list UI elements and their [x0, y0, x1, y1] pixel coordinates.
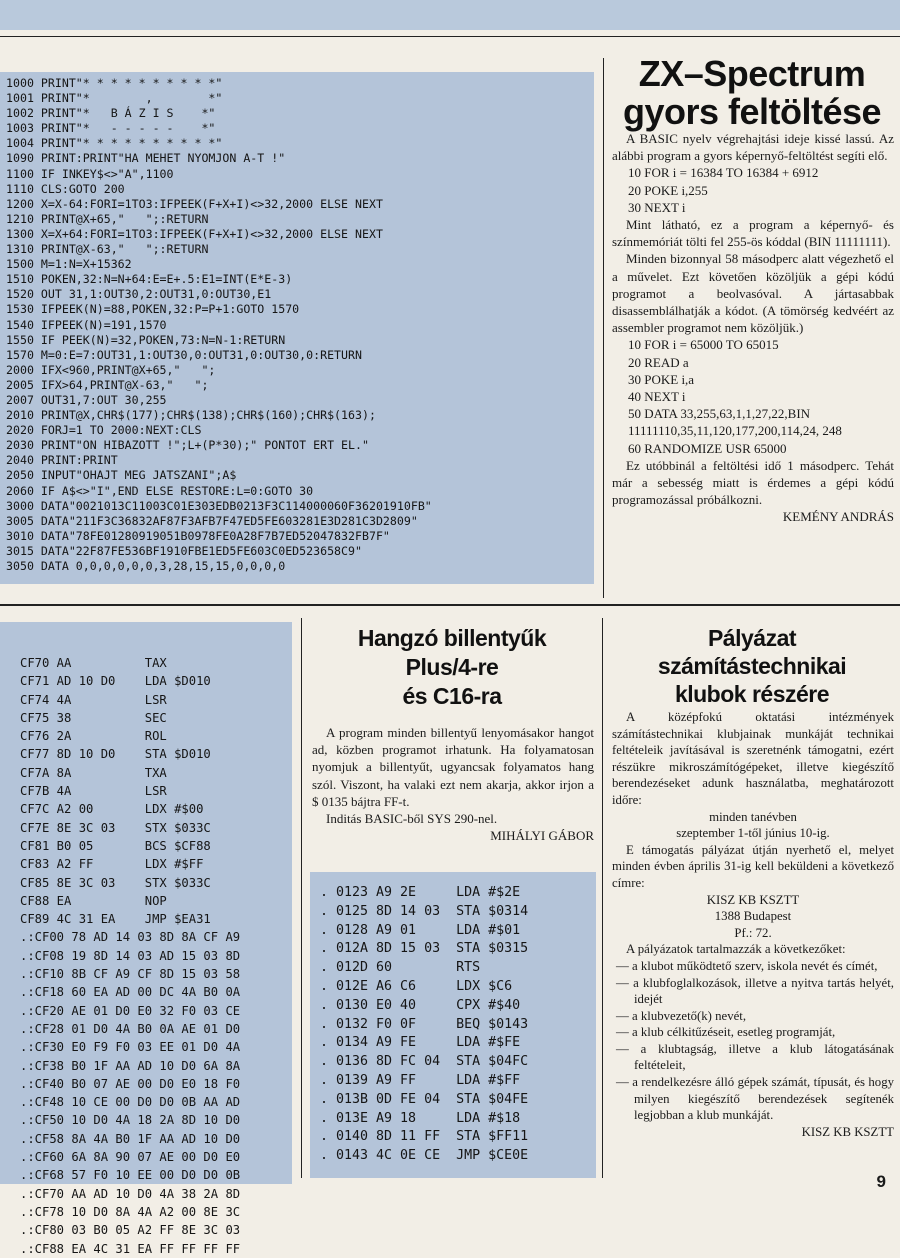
asm-line: . 0128 A9 01 LDA #$01 [320, 922, 521, 938]
zx-para-3: Minden bizonnyal 58 másodperc alatt végezhető el a művelet. Ezt követően közöljük a gépi kódú programot a beolvasóval. A jártasabbak disassemblálhatják a kódot. (A tömörség kedvéért az assembler programot nem közöljük.) [612, 251, 894, 336]
asm-line: .:CF60 6A 8A 90 07 AE 00 D0 E0 [20, 1150, 241, 1165]
zx-code2-line: 40 NEXT i [628, 389, 686, 405]
basic-line: 1000 PRINT"* * * * * * * * * *" [6, 76, 223, 90]
asm-line: . 0143 4C 0E CE JMP $CE0E [320, 1148, 529, 1164]
zx-para-2: Mint látható, ez a program a képernyő- és színmemóriát tölti fel 255-ös kóddal (BIN 11111111). [612, 217, 894, 250]
basic-line: 1002 PRINT"* B Á Z I S *" [6, 106, 216, 121]
zx-code1-line: 30 NEXT i [628, 199, 686, 215]
column-rule-top [603, 58, 604, 598]
plus4-para-1: A program minden billentyű lenyomásakor hangot ad, közben programot irhatunk. Ha folyamatosan nyomjuk a billentyűt, ugyancsak folyamatos hang szól. Viszont, ha valaki ezt nem akarja, akkor irjon a $ 0135 bájtra FF-t. [312, 725, 594, 809]
palyazat-signature: KISZ KB KSZTT [801, 1124, 894, 1139]
basic-line: 1110 CLS:GOTO 200 [6, 181, 125, 196]
asm-line: . 0125 8D 14 03 STA $0314 [320, 903, 529, 919]
basic-line: 2005 IFX>64,PRINT@X-63," "; [6, 377, 209, 392]
asm-line: CF77 8D 10 D0 STA $D010 [20, 747, 211, 762]
asm-line: .:CF20 AE 01 D0 E0 32 F0 03 CE [20, 1003, 241, 1018]
basic-line: 1200 X=X-64:FORI=1TO3:IFPEEK(F+X+I)<>32,2000 ELSE NEXT [6, 196, 383, 211]
asm-line: .:CF78 10 D0 8A 4A A2 00 8E 3C [20, 1204, 241, 1219]
basic-line: 3050 DATA 0,0,0,0,0,0,3,28,15,15,0,0,0,0 [6, 559, 286, 573]
palyazat-para-3: A pályázatok tartalmazzák a következőket: [626, 942, 846, 957]
palyazat-list-item: — a klubfoglalkozások, illetve a nyitva tartás helyét, idejét [616, 975, 894, 1007]
palyazat-address-1: KISZ KB KSZTT [706, 892, 800, 907]
asm-line: .:CF48 10 CE 00 D0 D0 0B AA AD [20, 1095, 241, 1110]
basic-line: 1300 X=X+64:FORI=1TO3:IFPEEK(F+X+I)<>32,2000 ELSE NEXT [6, 226, 383, 241]
palyazat-list-item: — a klub célkitűzéseit, esetleg programját, [616, 1025, 836, 1040]
palyazat-para-2: E támogatás pályázat útján nyerhető el, melyet minden évben április 31-ig kell beküldeni a következő címre: [612, 842, 894, 890]
asm-line: CF83 A2 FF LDX #$FF [20, 857, 204, 872]
basic-line: 1520 OUT 31,1:OUT30,2:OUT31,0:OUT30,E1 [6, 287, 272, 302]
palyazat-list-item: — a rendelkezésre álló gépek számát, típusát, és hogy milyen kiegészítő berendezések segítenék legjobban a klub munkáját. [616, 1075, 894, 1123]
basic-line: 3015 DATA"22F87FE536BF1910FBE1ED5FE603C0ED523658C9" [6, 543, 362, 558]
plus4-author: MIHÁLYI GÁBOR [490, 828, 594, 844]
asm-line: . 0130 E0 40 CPX #$40 [320, 997, 521, 1013]
basic-line: 1003 PRINT"* - - - - - *" [6, 121, 216, 136]
asm-line: .:CF50 10 D0 4A 18 2A 8D 10 D0 [20, 1113, 241, 1128]
asm-line: CF7B 4A LSR [20, 784, 167, 799]
zx-title-line2: gyors feltöltése [622, 91, 882, 132]
zx-code2-line: 10 FOR i = 65000 TO 65015 [628, 337, 779, 353]
basic-line: 1001 PRINT"* , *" [6, 91, 223, 106]
zx-code2-line: 20 READ a [628, 354, 689, 370]
asm-line: .:CF68 57 F0 10 EE 00 D0 D0 0B [20, 1168, 241, 1183]
asm-line: CF76 2A ROL [20, 729, 167, 744]
basic-line: 1310 PRINT@X-63," ";:RETURN [6, 242, 209, 257]
plus4-title-line2: Plus/4-re [405, 654, 499, 680]
zx-para-4: Ez utóbbinál a feltöltési idő 1 másodperc. Tehát már a sebesség miatt is érdemes a gépi kódú programozással próbálkozni. [612, 457, 894, 508]
basic-line: 1004 PRINT"* * * * * * * * * *" [6, 136, 223, 151]
basic-line: 2020 FORJ=1 TO 2000:NEXT:CLS [6, 423, 202, 438]
zx-code2-line: 30 POKE i,a [628, 371, 695, 387]
asm-line: .:CF40 B0 07 AE 00 D0 E0 18 F0 [20, 1076, 241, 1091]
palyazat-title [604, 624, 900, 708]
asm-line: CF81 B0 05 BCS $CF88 [20, 838, 211, 853]
zx-article-body [612, 130, 894, 526]
asm-line: .:CF80 03 B0 05 A2 FF 8E 3C 03 [20, 1223, 241, 1238]
basic-line: 2050 INPUT"OHAJT MEG JATSZANI";A$ [6, 468, 237, 483]
asm-line: .:CF30 E0 F9 F0 03 EE 01 D0 4A [20, 1040, 241, 1055]
basic-line: 1500 M=1:N=X+15362 [6, 257, 132, 272]
top-rule [0, 36, 900, 37]
asm-line: CF88 EA NOP [20, 893, 167, 908]
palyazat-body [612, 709, 894, 1140]
palyazat-address-3: Pf.: 72. [734, 925, 772, 940]
palyazat-list-item: — a klubvezető(k) nevét, [616, 1008, 747, 1023]
asm-line: .:CF28 01 D0 4A B0 0A AE 01 D0 [20, 1021, 241, 1036]
palyazat-para-1: A középfokú oktatási intézmények számítástechnikai klubjainak munkáját technikai feltételeik javításával is szeretnénk támogatni, ezért részükre mikroszámítógépeket, illetve kiegészítő berendezéseket adunk használatba, meghatározott időre: [612, 710, 894, 807]
basic-line: 2030 PRINT"ON HIBAZOTT !";L+(P*30);" PONTOT ERT EL." [6, 438, 369, 453]
basic-line: 2010 PRINT@X,CHR$(177);CHR$(138);CHR$(160);CHR$(163); [6, 408, 376, 423]
plus4-title-line1: Hangzó billentyűk [357, 625, 547, 651]
asm-line: . 013E A9 18 LDA #$18 [320, 1110, 521, 1126]
asm-line: . 0136 8D FC 04 STA $04FC [320, 1054, 529, 1070]
asm-line: CF7A 8A TXA [20, 765, 167, 780]
asm-line: .:CF58 8A 4A B0 1F AA AD 10 D0 [20, 1131, 241, 1146]
palyazat-title-line3: klubok részére [674, 681, 830, 707]
zx-code2-last: 60 RANDOMIZE USR 65000 [628, 440, 787, 456]
basic-line: 1550 IF PEEK(N)=32,POKEN,73:N=N-1:RETURN [6, 332, 286, 347]
basic-line: 1530 IFPEEK(N)=88,POKEN,32:P=P+1:GOTO 1570 [6, 302, 300, 317]
asm-line: . 012E A6 C6 LDX $C6 [320, 978, 513, 994]
asm-line: .:CF00 78 AD 14 03 8D 8A CF A9 [20, 930, 241, 945]
basic-line: 1210 PRINT@X+65," ";:RETURN [6, 211, 209, 226]
basic-line: 1540 IFPEEK(N)=191,1570 [6, 317, 167, 332]
asm-line: .:CF18 60 EA AD 00 DC 4A B0 0A [20, 985, 241, 1000]
asm-line: . 0123 A9 2E LDA #$2E [320, 885, 521, 900]
palyazat-title-line1: Pályázat [707, 625, 797, 651]
asm-line: .:CF10 8B CF A9 CF 8D 15 03 58 [20, 967, 241, 982]
basic-line: 2060 IF A$<>"I",END ELSE RESTORE:L=0:GOTO 30 [6, 483, 314, 498]
asm-line: . 0140 8D 11 FF STA $FF11 [320, 1129, 529, 1145]
asm-line: .:CF88 EA 4C 31 EA FF FF FF FF [20, 1241, 241, 1256]
asm-left-listing [20, 654, 240, 1258]
asm-line: CF70 AA TAX [20, 656, 167, 670]
asm-line: CF89 4C 31 EA JMP $EA31 [20, 912, 211, 927]
asm-line: . 0132 F0 0F BEQ $0143 [320, 1016, 529, 1032]
column-rule-right [602, 618, 603, 1178]
asm-line: . 012A 8D 15 03 STA $0315 [320, 941, 529, 957]
asm-line: CF7C A2 00 LDX #$00 [20, 802, 204, 817]
zx-basic-listing [6, 76, 432, 574]
basic-line: 2000 IFX<960,PRINT@X+65," "; [6, 362, 216, 377]
basic-line: 3005 DATA"211F3C36832AF87F3AFB7F47ED5FE603281E3D281C3D2809" [6, 513, 418, 528]
asm-line: . 0139 A9 FF LDA #$FF [320, 1072, 521, 1088]
basic-line: 2040 PRINT:PRINT [6, 453, 118, 468]
plus4-article-title [304, 624, 600, 711]
basic-line: 3010 DATA"78FE01280919051B0978FE0A28F7B7ED52047832FB7F" [6, 528, 390, 543]
basic-line: 1090 PRINT:PRINT"HA MEHET NYOMJON A-T !" [6, 151, 286, 166]
palyazat-list-item: — a klubtagság, illetve a klub látogatásának feltételeit, [616, 1041, 894, 1073]
basic-line: 1570 M=0:E=7:OUT31,1:OUT30,0:OUT31,0:OUT30,0:RETURN [6, 347, 362, 362]
zx-code1-line: 10 FOR i = 16384 TO 16384 + 6912 [628, 165, 819, 181]
asm-line: CF71 AD 10 D0 LDA $D010 [20, 674, 211, 689]
middle-rule [0, 604, 900, 606]
asm-line: CF85 8E 3C 03 STX $033C [20, 875, 211, 890]
palyazat-period-2: szeptember 1-től június 10-ig. [676, 826, 830, 841]
asm-line: .:CF38 B0 1F AA AD 10 D0 6A 8A [20, 1058, 241, 1073]
asm-line: . 012D 60 RTS [320, 960, 481, 976]
asm-mid-listing [320, 884, 528, 1166]
column-rule-left [301, 618, 302, 1178]
basic-line: 3000 DATA"0021013C11003C01E303EDB0213F3C114000060F36201910FB" [6, 498, 432, 513]
zx-title-line1: ZX–Spectrum [638, 53, 866, 94]
zx-para-1: A BASIC nyelv végrehajtási ideje kissé lassú. Az alábbi program a gyors képernyő-feltöltést segíti elő. [612, 131, 894, 164]
zx-article-title [604, 55, 900, 131]
zx-code1-line: 20 POKE i,255 [628, 182, 708, 198]
asm-line: . 0134 A9 FE LDA #$FE [320, 1035, 521, 1051]
asm-line: CF7E 8E 3C 03 STX $033C [20, 820, 211, 835]
basic-line: 2007 OUT31,7:OUT 30,255 [6, 392, 167, 407]
plus4-title-line3: és C16-ra [402, 683, 502, 709]
asm-line: .:CF08 19 8D 14 03 AD 15 03 8D [20, 948, 241, 963]
palyazat-list-item: — a klubot működtető szerv, iskola nevét és címét, [616, 958, 878, 973]
plus4-article-body [312, 724, 594, 844]
asm-line: CF74 4A LSR [20, 692, 167, 707]
asm-line: .:CF70 AA AD 10 D0 4A 38 2A 8D [20, 1186, 241, 1201]
plus4-para-2: Inditás BASIC-ből SYS 290-nel. [326, 811, 498, 827]
asm-line: . 013B 0D FE 04 STA $04FE [320, 1091, 529, 1107]
zx-author: KEMÉNY ANDRÁS [782, 509, 894, 525]
top-color-band [0, 0, 900, 30]
basic-line: 1100 IF INKEY$<>"A",1100 [6, 166, 174, 181]
palyazat-title-line2: számítástechnikai [657, 653, 847, 679]
palyazat-period-1: minden tanévben [709, 809, 797, 824]
zx-code2-data: 50 DATA 33,255,63,1,1,27,22,BIN 11111110,35,11,120,177,200,114,24, 248 [628, 406, 842, 439]
asm-line: CF75 38 SEC [20, 710, 167, 725]
palyazat-address-2: 1388 Budapest [714, 909, 792, 924]
page-number: 9 [876, 1172, 886, 1191]
basic-line: 1510 POKEN,32:N=N+64:E=E+.5:E1=INT(E*E-3) [6, 272, 293, 287]
